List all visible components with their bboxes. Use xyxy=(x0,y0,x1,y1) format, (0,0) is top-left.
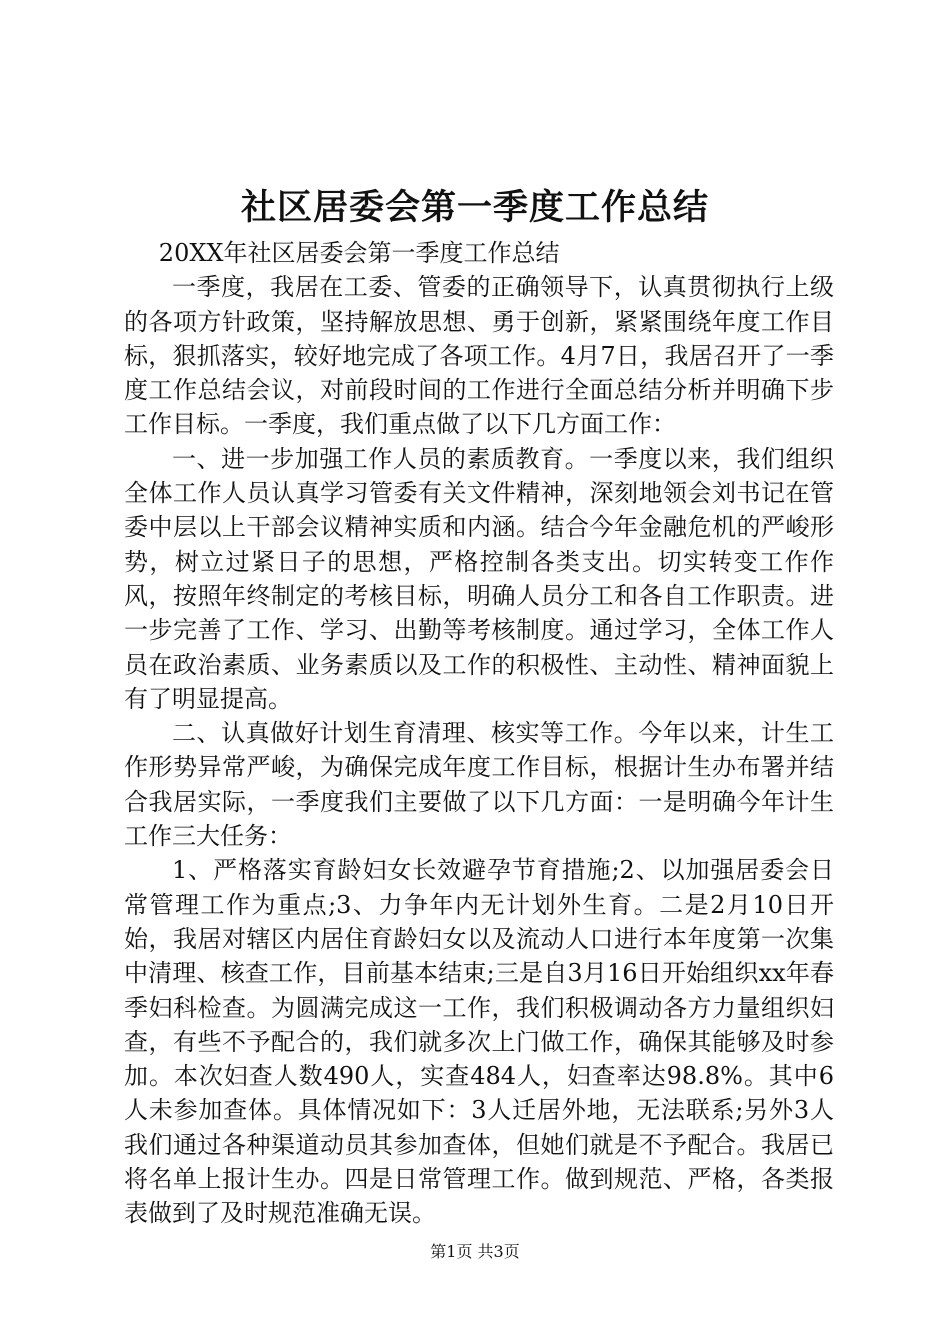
paragraph-section-2-details: 1、严格落实育龄妇女长效避孕节育措施;2、以加强居委会日常管理工作为重点;3、力争年内无计划外生育。二是2月10日开始，我居对辖区内居住育龄妇女以及流动人口进行本年度第一次集中清理、核查工作，目前基本结束;三是自3月16日开始组织xx年春季妇科检查。为圆满完成这一工作，我们积极调动各方力量组织妇查，有些不予配合的，我们就多次上门做工作，确保其能够及时参加。本次妇查人数490人，实查484人，妇查率达98.8%。其中6人未参加查体。具体情况如下：3人迁居外地，无法联系;另外3人我们通过各种渠道动员其参加查体，但她们就是不予配合。我居已将名单上报计生办。四是日常管理工作。做到规范、严格，各类报表做到了及时规范准确无误。 xyxy=(124,856,834,1228)
document-title: 社区居委会第一季度工作总结 xyxy=(240,187,709,228)
page-footer: 第1页 共3页 xyxy=(430,1242,520,1261)
paragraph-section-1: 一、进一步加强工作人员的素质教育。一季度以来，我们组织全体工作人员认真学习管委有关文件精神，深刻地领会刘书记在管委中层以上干部会议精神实质和内涵。结合今年金融危机的严峻形势，树立过紧日子的思想，严格控制各类支出。切实转变工作作风，按照年终制定的考核目标，明确人员分工和各自工作职责。进一步完善了工作、学习、出勤等考核制度。通过学习，全体工作人员在政治素质、业务素质以及工作的积极性、主动性、精神面貌上有了明显提高。 xyxy=(124,444,834,713)
document-subtitle: 20XX年社区居委会第一季度工作总结 xyxy=(158,239,560,267)
document-body xyxy=(124,236,834,1231)
paragraph-section-2: 二、认真做好计划生育清理、核实等工作。今年以来，计生工作形势异常严峻，为确保完成年度工作目标，根据计生办布署并结合我居实际，一季度我们主要做了以下几方面：一是明确今年计生工作三大任务： xyxy=(124,719,834,851)
paragraph-intro: 一季度，我居在工委、管委的正确领导下，认真贯彻执行上级的各项方针政策，坚持解放思想、勇于创新，紧紧围绕年度工作目标，狠抓落实，较好地完成了各项工作。4月7日，我居召开了一季度工作总结会议，对前段时间的工作进行全面总结分析并明确下步工作目标。一季度，我们重点做了以下几方面工作： xyxy=(124,273,834,439)
